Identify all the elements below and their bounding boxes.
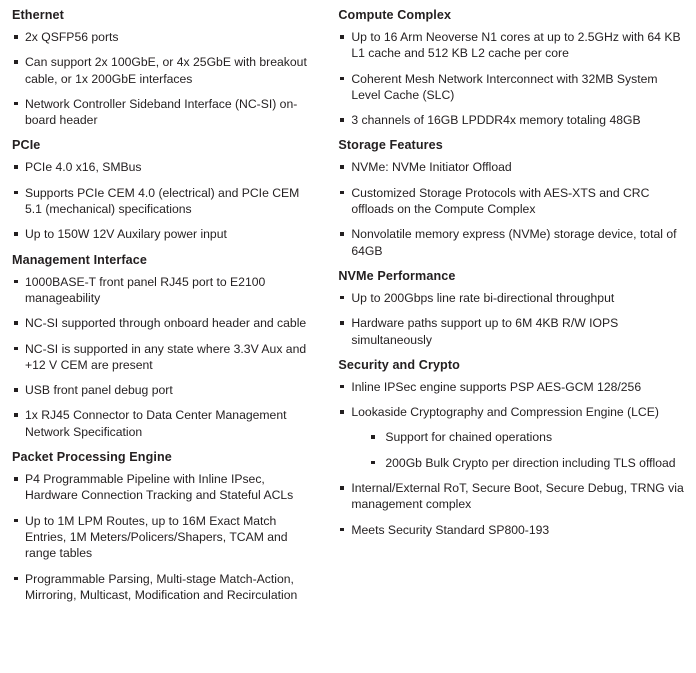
list-item — [338, 112, 684, 128]
section-management-interface — [12, 253, 318, 440]
list-item — [12, 185, 318, 218]
list-item-text: 3 channels of 16GB LPDDR4x memory totaling 48GB — [351, 113, 641, 128]
bullet-marker-icon — [14, 477, 18, 481]
list-item — [12, 274, 318, 307]
list-item-text: Hardware paths support up to 6M 4KB R/W IOPS simultaneously — [351, 316, 619, 347]
bullet-marker-icon — [14, 577, 18, 581]
list-item-text: PCIe 4.0 x16, SMBus — [25, 160, 142, 175]
section-pcie — [12, 138, 318, 242]
bullet-marker-icon — [14, 413, 18, 417]
list-item-text: Programmable Parsing, Multi-stage Match-Action, Mirroring, Multicast, Modification and Recirculation — [25, 571, 298, 602]
bullet-marker-icon — [14, 191, 18, 195]
section-title: Compute Complex — [338, 8, 452, 22]
bullet-marker-icon — [14, 347, 18, 351]
bullet-marker-icon — [340, 165, 344, 169]
bullet-marker-icon — [340, 296, 344, 300]
list-item-text: Supports PCIe CEM 4.0 (electrical) and PCIe CEM 5.1 (mechanical) specifications — [25, 185, 300, 217]
list-item — [12, 341, 318, 374]
list-item-text: P4 Programmable Pipeline with Inline IPsec, Hardware Connection Tracking and Stateful ACLs — [25, 472, 294, 503]
bullet-marker-icon — [340, 486, 344, 490]
section-title: Storage Features — [338, 138, 443, 153]
bullet-marker-icon — [14, 102, 18, 106]
bullet-marker-icon — [14, 232, 18, 236]
bullet-marker-icon — [340, 191, 344, 195]
list-item — [12, 29, 318, 45]
bullet-list — [12, 159, 318, 242]
bullet-marker-icon — [14, 280, 18, 284]
list-item — [338, 226, 684, 259]
bullet-list — [12, 29, 318, 128]
list-item-text: Up to 150W 12V Auxilary power input — [25, 227, 227, 242]
bullet-marker-icon — [340, 77, 344, 81]
list-item — [338, 290, 684, 306]
list-item-text: Internal/External RoT, Secure Boot, Secure Debug, TRNG via management complex — [351, 481, 684, 512]
list-item-text: Customized Storage Protocols with AES-XTS and CRC offloads on the Compute Complex — [351, 185, 650, 217]
list-item-text: Up to 1M LPM Routes, up to 16M Exact Match Entries, 1M Meters/Policers/Shapers, TCAM and range tables — [25, 513, 288, 561]
list-item-text: Nonvolatile memory express (NVMe) storage device, total of 64GB — [351, 227, 677, 258]
bullet-marker-icon — [340, 385, 344, 389]
list-item-text: Lookaside Cryptography and Compression Engine (LCE) — [351, 405, 659, 420]
list-item-text: Can support 2x 100GbE, or 4x 25GbE with breakout cable, or 1x 200GbE interfaces — [25, 55, 307, 86]
list-item — [338, 71, 684, 104]
bullet-list — [12, 471, 318, 603]
bullet-marker-icon — [14, 60, 18, 64]
list-item — [338, 480, 684, 513]
list-item-text: Up to 200Gbps line rate bi-directional throughput — [351, 290, 615, 305]
list-item-text: NC-SI supported through onboard header and cable — [25, 316, 307, 331]
sub-list-item — [369, 429, 684, 445]
bullet-marker-icon — [340, 232, 344, 236]
bullet-marker-icon — [340, 410, 344, 414]
bullet-marker-icon — [14, 519, 18, 523]
section-ethernet — [12, 8, 318, 128]
list-item — [12, 96, 318, 129]
list-item — [338, 159, 684, 175]
list-item — [12, 513, 318, 562]
list-item — [338, 379, 684, 395]
list-item-text: Meets Security Standard SP800-193 — [351, 522, 550, 537]
list-item-text: Network Controller Sideband Interface (NC-SI) on-board header — [25, 96, 298, 128]
bullet-list — [12, 274, 318, 440]
right-column — [324, 8, 684, 673]
bullet-marker-icon — [371, 435, 375, 439]
list-item — [12, 315, 318, 331]
list-item — [12, 382, 318, 398]
sub-bullet-list — [351, 429, 684, 471]
list-item — [338, 522, 684, 538]
list-item — [338, 315, 684, 348]
list-item — [12, 54, 318, 87]
list-item-text: 1x RJ45 Connector to Data Center Management Network Specification — [25, 408, 287, 439]
list-item — [12, 159, 318, 175]
left-column — [12, 8, 324, 673]
section-title: Management Interface — [12, 252, 147, 267]
bullet-marker-icon — [14, 35, 18, 39]
section-security-and-crypto — [338, 358, 684, 538]
bullet-list — [338, 159, 684, 258]
list-item-text: 1000BASE-T front panel RJ45 port to E2100 manageability — [25, 274, 266, 305]
sub-list-item-text: 200Gb Bulk Crypto per direction including TLS offload — [385, 455, 676, 470]
section-title: NVMe Performance — [338, 268, 456, 283]
list-item-text: USB front panel debug port — [25, 383, 173, 398]
list-item — [12, 471, 318, 504]
list-item — [338, 185, 684, 218]
bullet-marker-icon — [340, 118, 344, 122]
list-item-text: NVMe: NVMe Initiator Offload — [351, 160, 512, 175]
section-title: Packet Processing Engine — [12, 450, 172, 465]
section-title: Security and Crypto — [338, 357, 460, 372]
section-compute-complex — [338, 8, 684, 128]
sub-list-item-text: Support for chained operations — [385, 430, 553, 445]
sub-list-item — [369, 455, 684, 471]
bullet-list — [338, 290, 684, 348]
bullet-marker-icon — [340, 35, 344, 39]
bullet-list — [338, 29, 684, 128]
list-item — [338, 29, 684, 62]
section-title: Ethernet — [12, 8, 64, 22]
list-item-text: Inline IPSec engine supports PSP AES-GCM 128/256 — [351, 379, 642, 394]
list-item-text: 2x QSFP56 ports — [25, 30, 119, 44]
section-title: PCIe — [12, 138, 41, 153]
list-item-text: NC-SI is supported in any state where 3.3V Aux and +12 V CEM are present — [25, 341, 307, 372]
bullet-marker-icon — [14, 388, 18, 392]
list-item — [12, 407, 318, 440]
list-item — [338, 404, 684, 471]
list-item — [12, 571, 318, 604]
bullet-list — [338, 379, 684, 538]
bullet-marker-icon — [340, 321, 344, 325]
list-item-text: Coherent Mesh Network Interconnect with 32MB System Level Cache (SLC) — [351, 71, 658, 102]
bullet-marker-icon — [371, 461, 375, 465]
section-nvme-performance — [338, 269, 684, 348]
section-storage-features — [338, 138, 684, 258]
bullet-marker-icon — [340, 528, 344, 532]
list-item-text: Up to 16 Arm Neoverse N1 cores at up to 2.5GHz with 64 KB L1 cache and 512 KB L2 cache per core — [351, 30, 681, 61]
list-item — [12, 226, 318, 242]
bullet-marker-icon — [14, 165, 18, 169]
section-packet-processing-engine — [12, 450, 318, 603]
bullet-marker-icon — [14, 321, 18, 325]
